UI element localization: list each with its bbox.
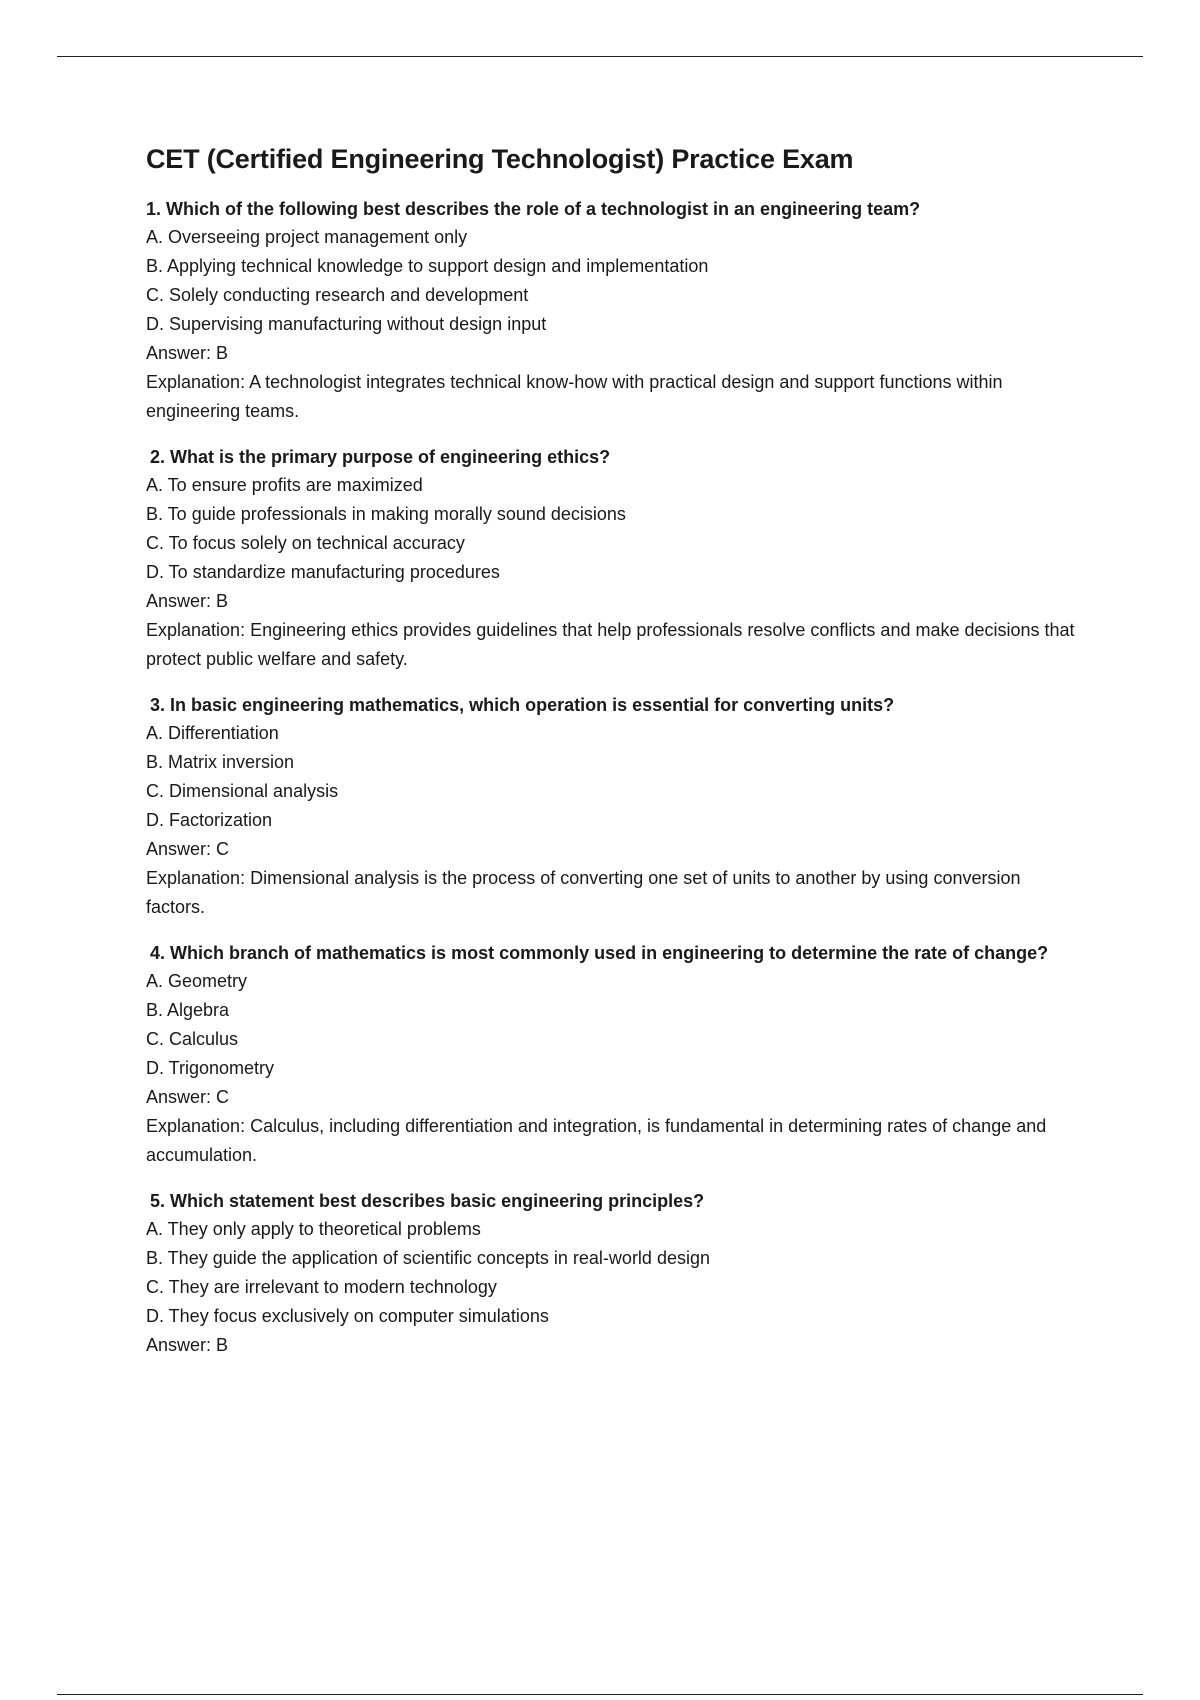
option-a: A. Overseeing project management only (146, 226, 468, 247)
option-c: C. Calculus (146, 1028, 239, 1049)
document-body (146, 143, 1076, 1377)
option-d: D. Supervising manufacturing without design input (146, 313, 547, 334)
option-b: B. Matrix inversion (146, 751, 295, 772)
bottom-rule (57, 1694, 1143, 1695)
top-rule (57, 56, 1143, 57)
option-b: B. To guide professionals in making morally sound decisions (146, 503, 626, 524)
explanation: Explanation: Calculus, including differentiation and integration, is fundamental in determining rates of change and accumulation. (146, 1115, 1047, 1165)
option-d: D. They focus exclusively on computer simulations (146, 1305, 549, 1326)
answer: Answer: B (146, 590, 229, 611)
option-b: B. Applying technical knowledge to support design and implementation (146, 255, 709, 276)
question-text: 3. In basic engineering mathematics, which operation is essential for converting units? (150, 694, 895, 715)
option-c: C. To focus solely on technical accuracy (146, 532, 465, 553)
explanation: Explanation: Dimensional analysis is the process of converting one set of units to another by using conversion factors. (146, 867, 1021, 917)
answer: Answer: B (146, 1334, 229, 1355)
option-a: A. They only apply to theoretical problems (146, 1218, 481, 1239)
question-block (146, 195, 1076, 426)
option-c: C. They are irrelevant to modern technology (146, 1276, 497, 1297)
question-block (146, 1187, 1076, 1360)
option-d: D. To standardize manufacturing procedures (146, 561, 500, 582)
answer: Answer: C (146, 1086, 230, 1107)
option-a: A. Geometry (146, 970, 248, 991)
explanation: Explanation: A technologist integrates technical know-how with practical design and support functions within engineering teams. (146, 371, 1003, 421)
option-c: C. Dimensional analysis (146, 780, 339, 801)
option-d: D. Trigonometry (146, 1057, 275, 1078)
question-block (146, 443, 1076, 674)
question-text: 2. What is the primary purpose of engineering ethics? (150, 446, 611, 467)
answer: Answer: C (146, 838, 230, 859)
question-text: 1. Which of the following best describes the role of a technologist in an engineering team? (146, 198, 921, 219)
question-text: 5. Which statement best describes basic engineering principles? (150, 1190, 705, 1211)
option-a: A. To ensure profits are maximized (146, 474, 423, 495)
option-d: D. Factorization (146, 809, 273, 830)
option-c: C. Solely conducting research and development (146, 284, 529, 305)
option-b: B. They guide the application of scientific concepts in real-world design (146, 1247, 710, 1268)
document-title: CET (Certified Engineering Technologist) Practice Exam (146, 144, 854, 174)
option-b: B. Algebra (146, 999, 230, 1020)
answer: Answer: B (146, 342, 229, 363)
question-block (146, 691, 1076, 922)
option-a: A. Differentiation (146, 722, 279, 743)
explanation: Explanation: Engineering ethics provides guidelines that help professionals resolve conflicts and make decisions that protect public welfare and safety. (146, 619, 1075, 669)
question-text: 4. Which branch of mathematics is most commonly used in engineering to determine the rate of change? (150, 942, 1049, 963)
question-block (146, 939, 1076, 1170)
